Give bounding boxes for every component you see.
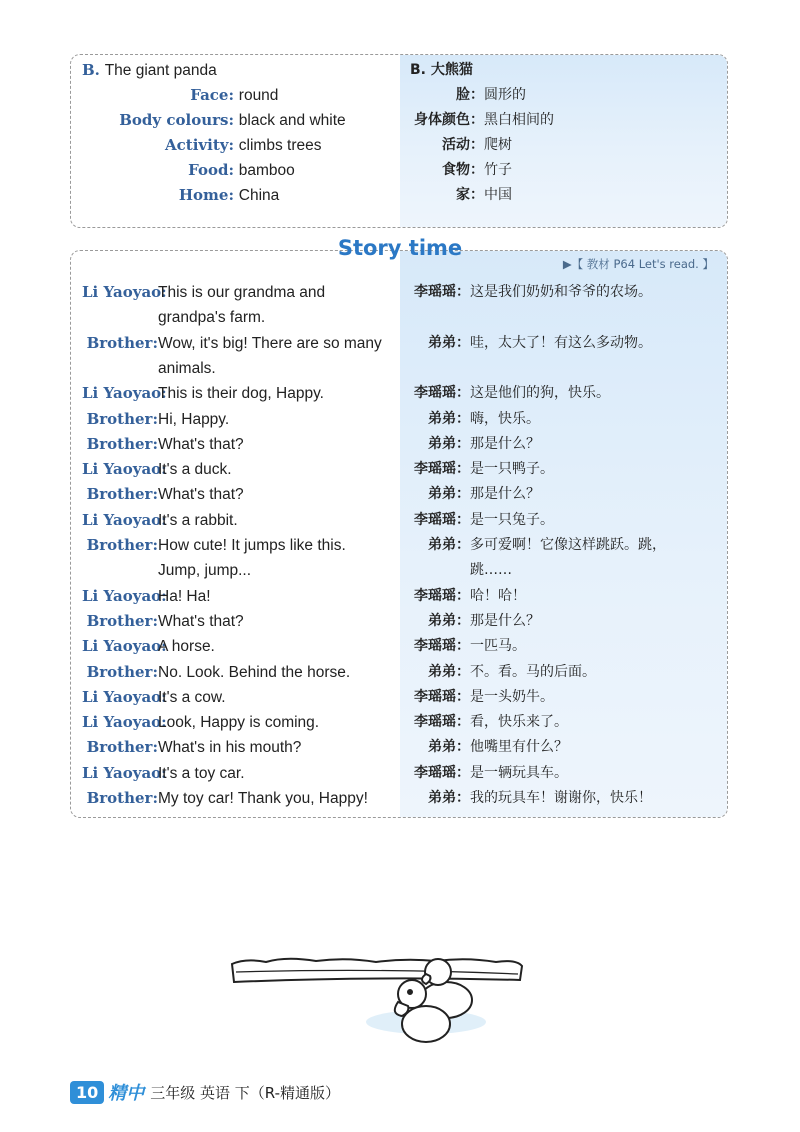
dialogue-text-zh: 不。看。马的后面。 [470, 663, 596, 680]
dialogue-text-zh: 跳…… [470, 562, 512, 579]
speaker-label: Li Yaoyao: [82, 460, 167, 479]
dialogue-text-zh: 那是什么？ [470, 486, 540, 503]
story-line-en [82, 356, 216, 381]
story-line-zh [414, 735, 568, 760]
panda-attr-row-zh [410, 108, 554, 133]
panda-attr-row [82, 133, 321, 158]
speaker-label-zh: 李瑶瑶： [414, 587, 470, 604]
story-line-zh [414, 407, 540, 432]
speaker-label: Brother: [86, 409, 158, 428]
story-line-en [82, 584, 211, 609]
story-line-zh [414, 710, 568, 735]
dialogue-text: This is their dog, Happy. [158, 385, 324, 403]
story-line-en [82, 331, 382, 356]
dialogue-text: Wow, it's big! There are so many [158, 334, 382, 352]
story-line-en [82, 305, 265, 330]
speaker-label-zh: 李瑶瑶： [414, 461, 470, 478]
dialogue-text: animals. [158, 359, 216, 377]
story-line-zh [414, 786, 652, 811]
panda-heading-text: The giant panda [104, 62, 217, 79]
story-line-en [82, 508, 238, 533]
dialogue-text: How cute! It jumps like this. [158, 537, 346, 554]
panda-attr-value: bamboo [238, 162, 295, 179]
speaker-label: Li Yaoyao: [82, 283, 167, 301]
panda-attr-label: Food: [188, 161, 234, 179]
dialogue-text-zh: 是一只兔子。 [470, 511, 554, 528]
panda-attr-label-zh: 活动： [442, 137, 484, 153]
story-line-en [82, 482, 244, 507]
panda-attr-value: round [238, 87, 279, 104]
panda-attr-value-zh: 中国 [484, 187, 512, 203]
story-line-zh [414, 280, 652, 305]
story-line-en [82, 786, 368, 811]
speaker-label-zh: 弟弟： [428, 612, 470, 629]
speaker-label: Brother: [86, 662, 158, 681]
speaker-label-zh: 弟弟： [428, 739, 470, 756]
speaker-label: Li Yaoyao: [82, 713, 167, 732]
dialogue-text: What's that? [158, 486, 244, 504]
story-line-zh [414, 381, 610, 406]
panda-attr-label-zh: 身体颜色： [414, 112, 484, 128]
story-line-en [82, 407, 229, 432]
story-line-en [82, 761, 245, 786]
dialogue-text: What's that? [158, 612, 244, 630]
dialogue-text: What's that? [158, 435, 244, 453]
story-line-zh [414, 482, 540, 507]
story-line-zh [414, 609, 540, 634]
panda-attr-row-zh [410, 183, 512, 208]
panda-attr-label: Activity: [165, 136, 234, 154]
panda-attr-row [82, 158, 295, 183]
story-line-en [82, 457, 232, 482]
speaker-label-zh: 弟弟： [428, 435, 470, 452]
story-line-en [82, 685, 226, 710]
dialogue-text: Jump, jump... [158, 562, 252, 580]
dialogue-text-zh: 这是我们奶奶和爷爷的农场。 [470, 284, 652, 300]
dialogue-text-zh: 那是什么？ [470, 612, 540, 629]
story-line-en [82, 432, 244, 457]
story-line-zh [414, 432, 540, 457]
dialogue-text-zh: 是一只鸭子。 [470, 461, 554, 478]
speaker-label-zh: 弟弟： [428, 537, 470, 553]
speaker-label-zh: 李瑶瑶： [414, 764, 470, 781]
panda-attr-label: Home: [178, 186, 234, 204]
speaker-label: Brother: [86, 434, 158, 453]
panda-attr-label-zh: 脸： [456, 87, 484, 103]
dialogue-text-zh: 看，快乐来了。 [470, 714, 568, 731]
panda-attr-value: climbs trees [238, 137, 322, 154]
story-line-zh [414, 660, 596, 685]
dialogue-text: It's a duck. [158, 461, 232, 479]
story-line-zh [414, 457, 554, 482]
panda-heading-letter: B. [82, 61, 100, 79]
dialogue-text: It's a rabbit. [158, 511, 238, 529]
speaker-label-zh: 弟弟： [428, 663, 470, 680]
story-line-en [82, 381, 324, 406]
book-title: 三年级 英语 下（R-精通版） [150, 1083, 341, 1102]
dialogue-text: Ha! Ha! [158, 587, 211, 605]
panda-attr-label: Face: [190, 86, 234, 104]
page-number: 10 [70, 1081, 104, 1104]
story-line-zh [414, 584, 526, 609]
story-line-zh [414, 761, 568, 786]
speaker-label-zh: 李瑶瑶： [414, 714, 470, 731]
dialogue-text: No. Look. Behind the horse. [158, 663, 351, 681]
story-line-en [82, 735, 301, 760]
dialogue-text-zh: 是一头奶牛。 [470, 688, 554, 705]
panda-attr-row-zh [410, 83, 526, 108]
dialogue-text-zh: 这是他们的狗，快乐。 [470, 385, 610, 402]
panda-attr-row [82, 108, 346, 133]
speaker-label-zh: 李瑶瑶： [414, 688, 470, 705]
speaker-label-zh: 李瑶瑶： [414, 284, 470, 300]
page-footer [70, 1078, 340, 1106]
panda-attr-value: China [238, 187, 280, 204]
panda-heading-en [82, 58, 217, 83]
speaker-label: Brother: [86, 536, 158, 554]
speaker-label: Li Yaoyao: [82, 384, 167, 403]
speaker-label-zh: 李瑶瑶： [414, 385, 470, 402]
dialogue-text-zh: 我的玩具车！谢谢你，快乐！ [470, 790, 652, 806]
speaker-label-zh: 弟弟： [428, 790, 470, 806]
dialogue-text-zh: 嗨，快乐。 [470, 410, 540, 427]
panda-attr-row-zh [410, 133, 512, 158]
panda-attr-row-zh [410, 158, 512, 183]
dialogue-text: A horse. [158, 638, 215, 656]
speaker-label-zh: 弟弟： [428, 410, 470, 427]
textbook-reference: ▶【 教材 P64 Let's read. 】 [562, 257, 714, 271]
story-line-zh [414, 508, 554, 533]
panda-attr-value: black and white [238, 112, 346, 129]
panda-attr-value-zh: 圆形的 [484, 87, 526, 103]
panda-attr-label: Body colours: [119, 111, 234, 129]
story-line-en [82, 634, 215, 659]
dialogue-text-zh: 是一辆玩具车。 [470, 764, 568, 781]
story-line-en [82, 533, 346, 558]
speaker-label: Brother: [86, 611, 158, 630]
story-line-zh [414, 634, 526, 659]
ducks-illustration [226, 950, 526, 1060]
speaker-label: Brother: [86, 789, 158, 807]
panda-attr-row [82, 83, 278, 108]
story-line-zh [414, 685, 554, 710]
dialogue-text-zh: 他嘴里有什么？ [470, 739, 568, 756]
dialogue-text: This is our grandma and [158, 284, 326, 301]
panda-heading-zh: B. 大熊猫 [410, 62, 473, 78]
speaker-label-zh: 弟弟： [428, 334, 470, 351]
dialogue-text: Hi, Happy. [158, 410, 230, 428]
dialogue-text-zh: 哇，太大了！有这么多动物。 [470, 334, 652, 351]
story-title: Story time [337, 236, 463, 260]
story-line-en [82, 609, 244, 634]
speaker-label: Li Yaoyao: [82, 763, 167, 782]
dialogue-text-zh: 哈！哈！ [470, 587, 526, 604]
speaker-label: Li Yaoyao: [82, 637, 167, 656]
story-line-en [82, 280, 325, 305]
dialogue-text-zh: 多可爱啊！它像这样跳跃。跳， [470, 537, 666, 553]
panda-attr-row [82, 183, 279, 208]
dialogue-text: It's a toy car. [158, 764, 245, 782]
speaker-label: Brother: [86, 485, 158, 504]
speaker-label-zh: 弟弟： [428, 486, 470, 503]
dialogue-text-zh: 那是什么？ [470, 435, 540, 452]
dialogue-text: What's in his mouth? [158, 739, 302, 757]
dialogue-text: My toy car! Thank you, Happy! [158, 790, 368, 807]
dialogue-text-zh: 一匹马。 [470, 638, 526, 655]
speaker-label: Li Yaoyao: [82, 687, 167, 706]
panda-attr-value-zh: 竹子 [484, 162, 512, 178]
story-line-zh [414, 331, 652, 356]
story-line-zh [414, 533, 666, 558]
speaker-label-zh: 李瑶瑶： [414, 511, 470, 528]
story-line-en [82, 660, 350, 685]
panda-attr-value-zh: 爬树 [484, 137, 512, 153]
dialogue-text: grandpa's farm. [158, 309, 266, 327]
panda-attr-label-zh: 家： [456, 187, 484, 203]
speaker-label: Li Yaoyao: [82, 510, 167, 529]
panda-attr-value-zh: 黑白相间的 [484, 112, 554, 128]
brand-logo: 精中 [108, 1083, 145, 1104]
story-line-en [82, 710, 319, 735]
dialogue-text: Look, Happy is coming. [158, 714, 320, 732]
speaker-label: Brother: [86, 738, 158, 757]
panda-attr-label-zh: 食物： [442, 162, 484, 178]
story-line-zh [414, 558, 512, 583]
speaker-label: Li Yaoyao: [82, 586, 167, 605]
speaker-label: Brother: [86, 333, 158, 352]
speaker-label-zh: 李瑶瑶： [414, 638, 470, 655]
story-line-en [82, 558, 251, 583]
dialogue-text: It's a cow. [158, 688, 226, 706]
